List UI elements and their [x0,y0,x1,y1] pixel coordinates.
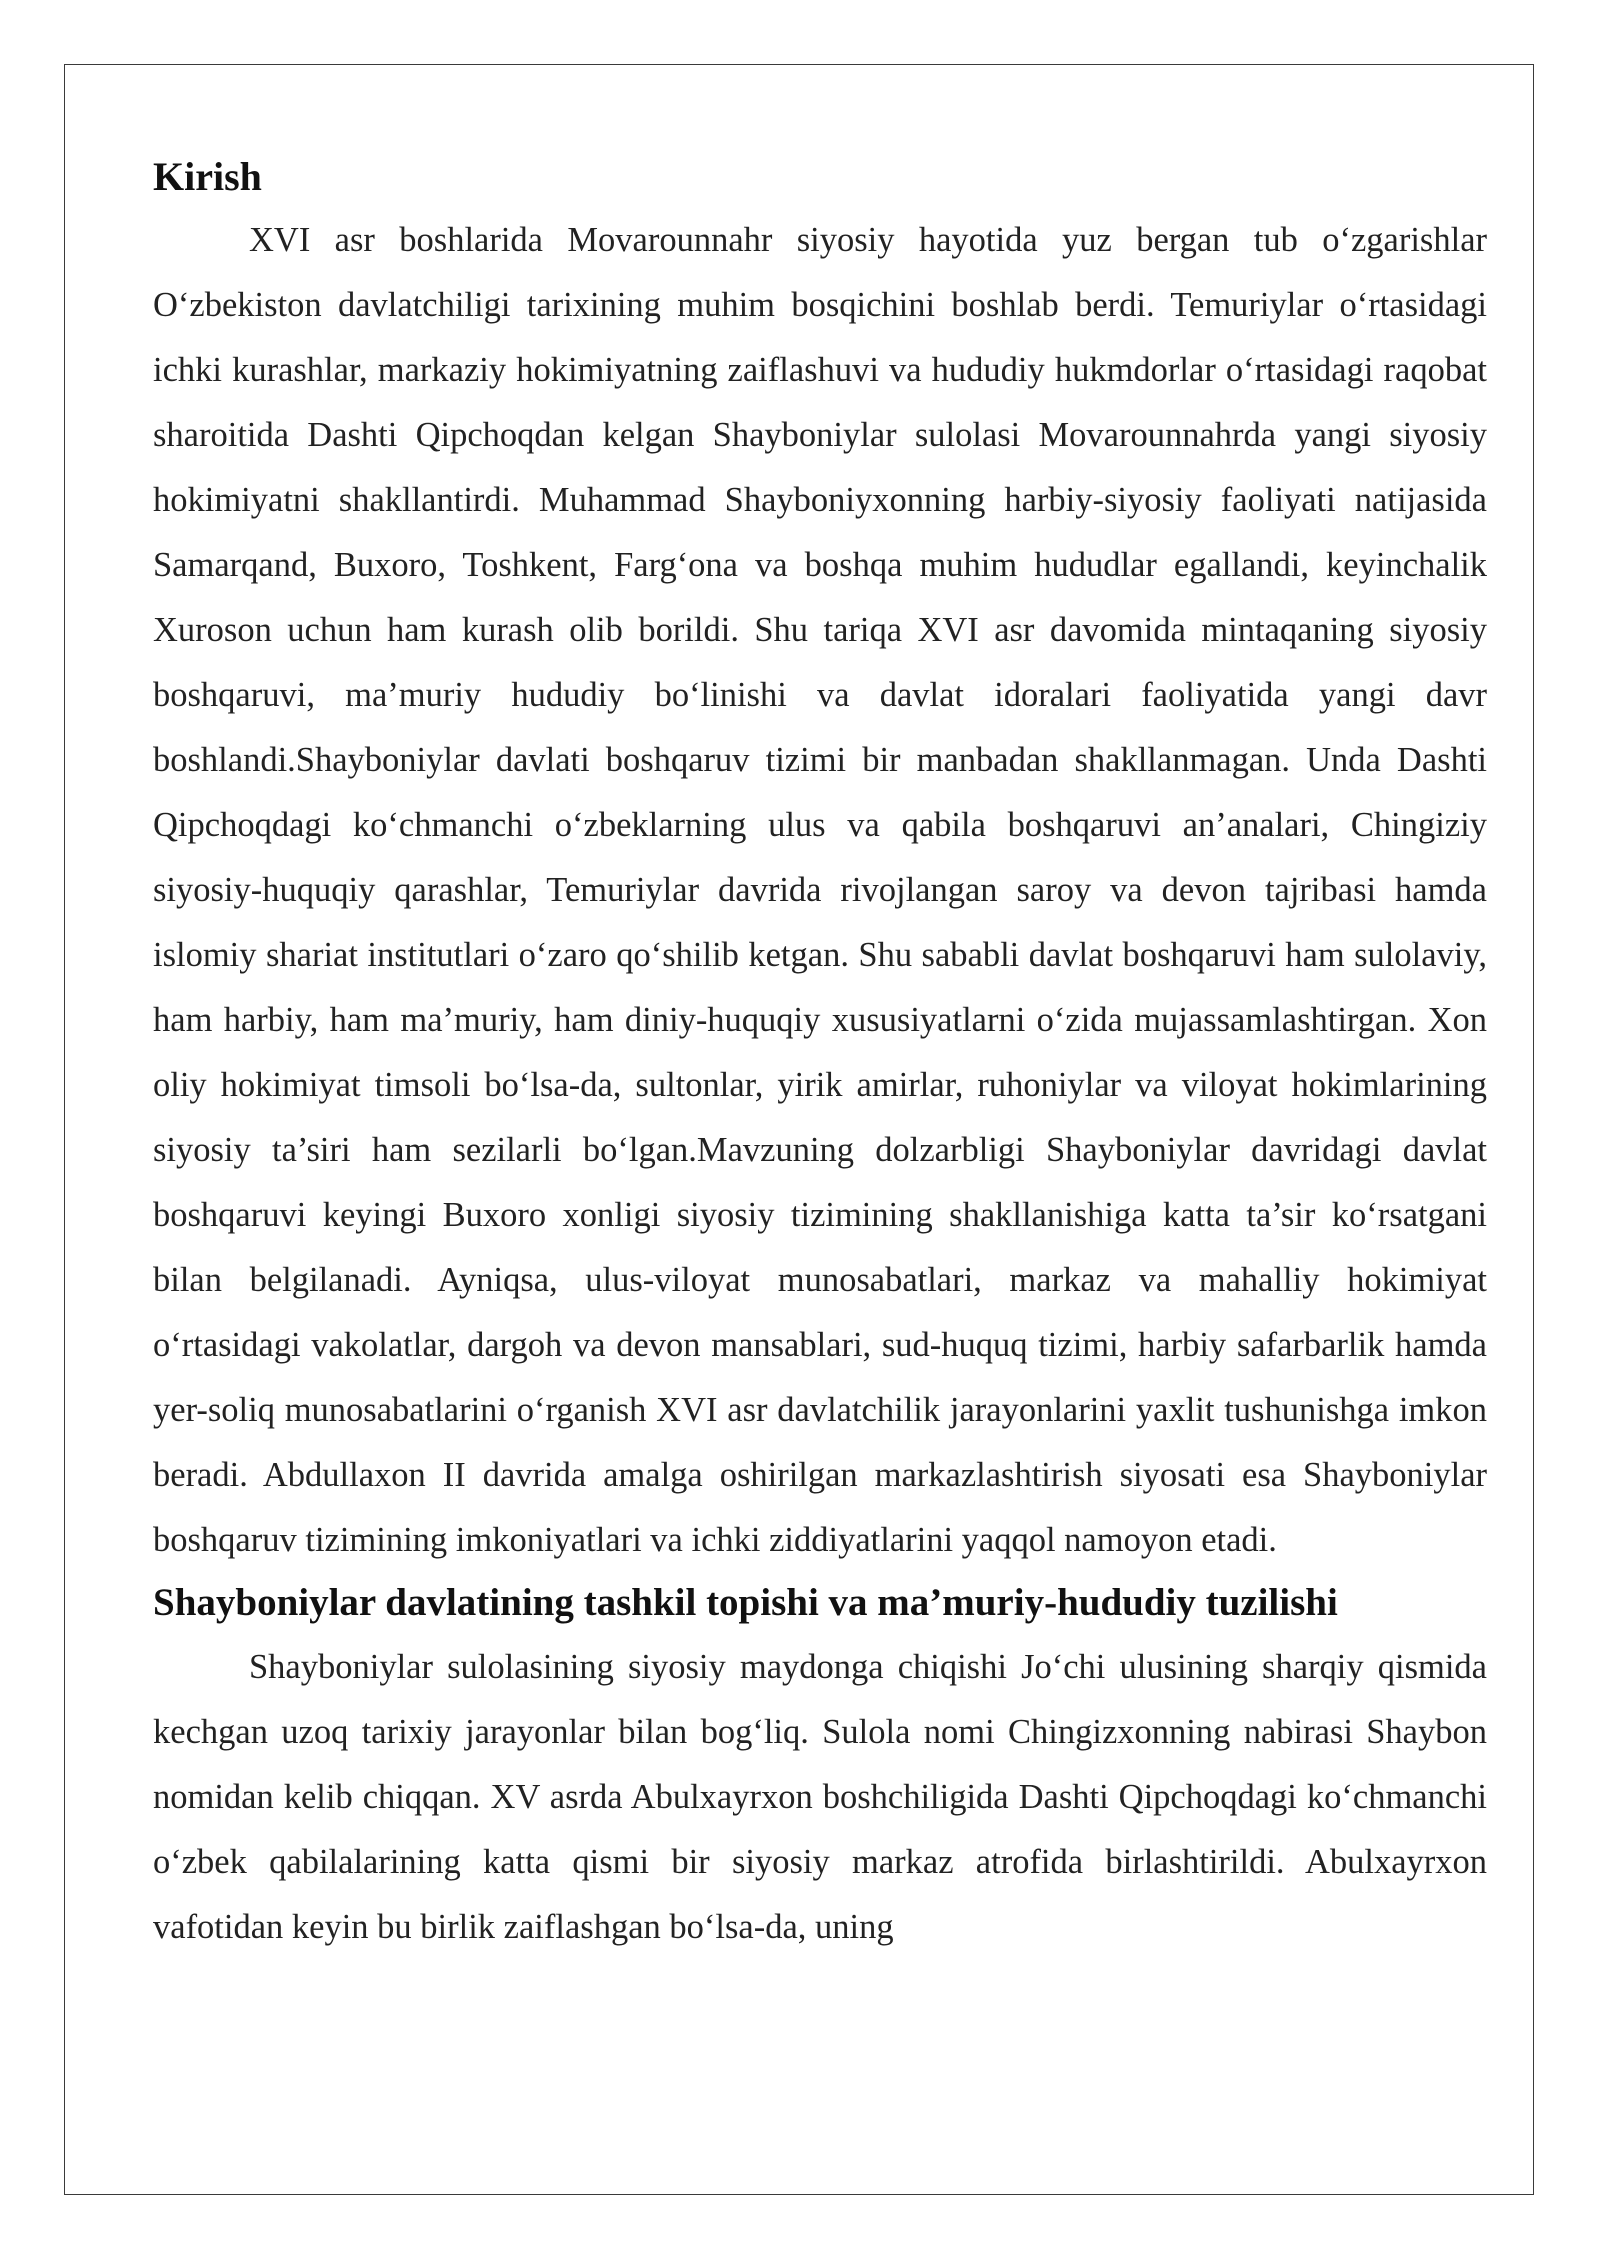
section-formation-structure [153,1575,1487,1960]
introduction-paragraph: XVI asr boshlarida Movarounnahr siyosiy hayotida yuz bergan tub o‘zgarishlar O‘zbekiston davlatchiligi tarixining muhim bosqichini boshlab berdi. Temuriylar o‘rtasidagi ichki kurashlar, markaziy hokimiyatning zaiflashuvi va hududiy hukmdorlar o‘rtasidagi raqobat sharoitida Dashti Qipchoqdan kelgan Shayboniylar sulolasi Movarounnahrda yangi siyosiy hokimiyatni shakllantirdi. Muhammad Shayboniyxonning harbiy-siyosiy faoliyati natijasida Samarqand, Buxoro, Toshkent, Farg‘ona va boshqa muhim hududlar egallandi, keyinchalik Xuroson uchun ham kurash olib borildi. Shu tariqa XVI asr davomida mintaqaning siyosiy boshqaruvi, ma’muriy hududiy bo‘linishi va davlat idoralari faoliyatida yangi davr boshlandi.Shayboniylar davlati boshqaruv tizimi bir manbadan shakllanmagan. Unda Dashti Qipchoqdagi ko‘chmanchi o‘zbeklarning ulus va qabila boshqaruvi an’analari, Chingiziy siyosiy-huquqiy qarashlar, Temuriylar davrida rivojlangan saroy va devon tajribasi hamda islomiy shariat institutlari o‘zaro qo‘shilib ketgan. Shu sababli davlat boshqaruvi ham sulolaviy, ham harbiy, ham ma’muriy, ham diniy-huquqiy xususiyatlarni o‘zida mujassamlashtirgan. Xon oliy hokimiyat timsoli bo‘lsa-da, sultonlar, yirik amirlar, ruhoniylar va viloyat hokimlarining siyosiy ta’siri ham sezilarli bo‘lgan.Mavzuning dolzarbligi Shayboniylar davridagi davlat boshqaruvi keyingi Buxoro xonligi siyosiy tizimining shakllanishiga katta ta’sir ko‘rsatgani bilan belgilanadi. Ayniqsa, ulus-viloyat munosabatlari, markaz va mahalliy hokimiyat o‘rtasidagi vakolatlar, dargoh va devon mansablari, sud-huquq tizimi, harbiy safarbarlik hamda yer-soliq munosabatlarini o‘rganish XVI asr davlatchilik jarayonlarini yaxlit tushunishga imkon beradi. Abdullaxon II davrida amalga oshirilgan markazlashtirish siyosati esa Shayboniylar boshqaruv tizimining imkoniyatlari va ichki ziddiyatlarini yaqqol namoyon etadi. [153,221,1487,1559]
section-heading-formation-structure: Shayboniylar davlatining tashkil topishi va ma’muriy-hududiy tuzilishi [153,1581,1338,1624]
document-body [153,150,1487,1960]
section-heading-introduction: Kirish [153,154,262,199]
formation-paragraph: Shayboniylar sulolasining siyosiy maydonga chiqishi Jo‘chi ulusining sharqiy qismida kechgan uzoq tarixiy jarayonlar bilan bog‘liq. Sulola nomi Chingizxonning nabirasi Shaybon nomidan kelib chiqqan. XV asrda Abulxayrxon boshchiligida Dashti Qipchoqdagi ko‘chmanchi o‘zbek qabilalarining katta qismi bir siyosiy markaz atrofida birlashtirildi. Abulxayrxon vafotidan keyin bu birlik zaiflashgan bo‘lsa-da, uning [153,1648,1487,1946]
section-introduction [153,150,1487,1573]
